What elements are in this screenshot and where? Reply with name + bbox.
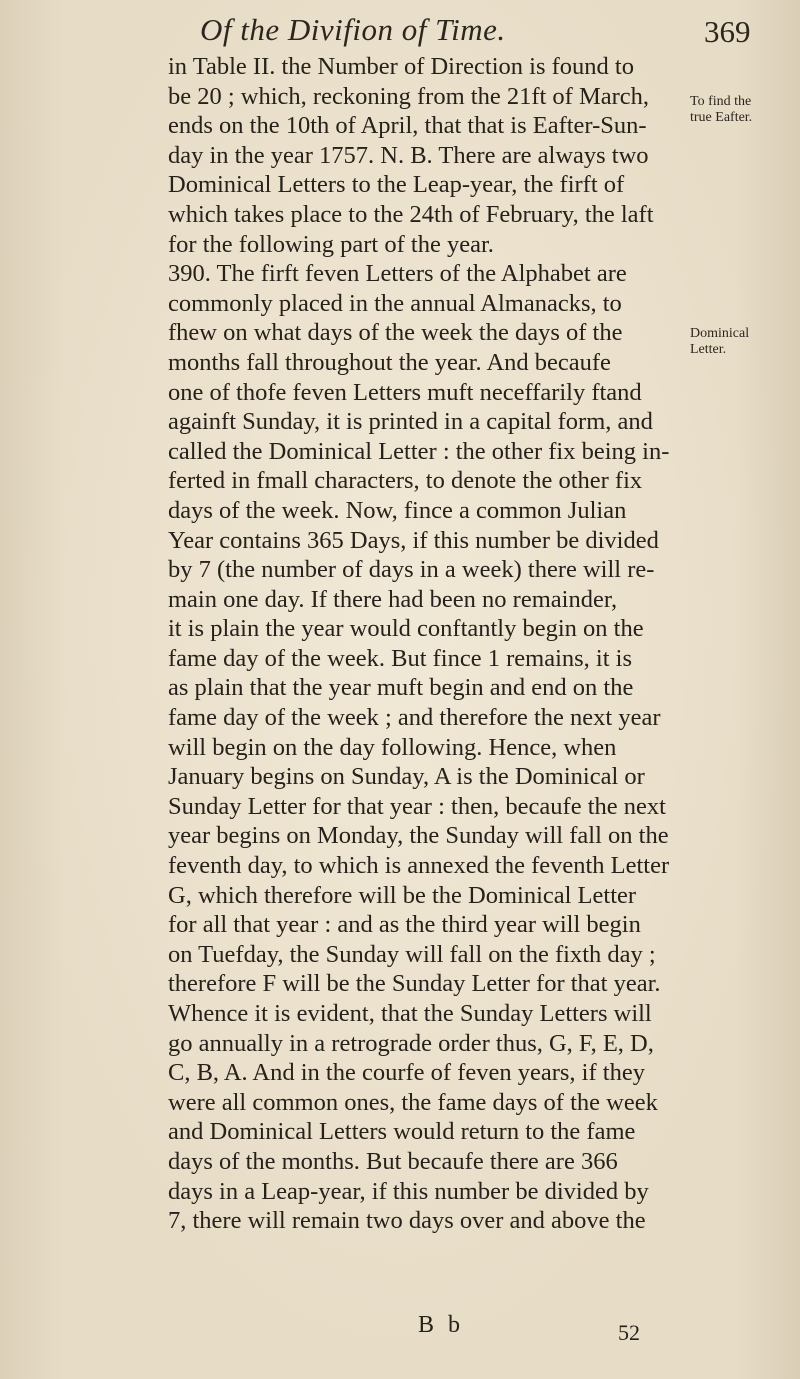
text-line: ends on the 10th of April, that that is Eafter-Sun- xyxy=(168,112,647,140)
margin-note-line: true Eafter. xyxy=(690,110,753,125)
text-line: year begins on Monday, the Sunday will fall on the xyxy=(168,822,669,850)
text-line: in Table II. the Number of Direction is found to xyxy=(168,53,634,80)
text-line: by 7 (the number of days in a week) there will re- xyxy=(168,556,655,584)
margin-note-line: Letter. xyxy=(690,342,727,357)
text-line: Year contains 365 Days, if this number be divided xyxy=(168,526,659,554)
text-line: be 20 ; which, reckoning from the 21ft of March, xyxy=(168,82,650,110)
text-line: months fall throughout the year. And becaufe xyxy=(168,348,611,376)
margin-note-easter xyxy=(690,94,752,126)
signature-mark: B b xyxy=(418,1312,465,1338)
text-line: for the following part of the year. xyxy=(168,230,494,258)
text-line: it is plain the year would conftantly begin on the xyxy=(168,615,644,643)
text-line: go annually in a retrograde order thus, G, F, E, D, xyxy=(168,1029,654,1057)
text-line: will begin on the day following. Hence, when xyxy=(168,733,617,761)
text-line: feventh day, to which is annexed the feventh Letter xyxy=(168,852,670,880)
margin-note-dominical xyxy=(690,326,749,358)
margin-note-line: To find the xyxy=(690,94,752,109)
text-line: againft Sunday, it is printed in a capital form, and xyxy=(168,408,653,436)
text-line: days of the week. Now, fince a common Julian xyxy=(168,496,627,524)
text-line: commonly placed in the annual Almanacks, to xyxy=(168,289,622,317)
text-line: called the Dominical Letter : the other fix being in- xyxy=(168,437,670,465)
text-line: Whence it is evident, that the Sunday Letters will xyxy=(168,1000,652,1027)
text-line: as plain that the year muft begin and end on the xyxy=(168,674,634,702)
text-line: fame day of the week ; and therefore the next year xyxy=(168,704,661,732)
footer-number: 52 xyxy=(618,1320,640,1345)
text-line: 7, there will remain two days over and above the xyxy=(168,1207,646,1235)
text-line: and Dominical Letters would return to the fame xyxy=(168,1118,636,1146)
text-line: days in a Leap-year, if this number be divided by xyxy=(168,1177,649,1205)
running-title: Of the Divifion of Time. xyxy=(200,12,506,47)
text-line: Dominical Letters to the Leap-year, the firft of xyxy=(168,171,625,199)
body-text xyxy=(168,52,688,1236)
text-line: for all that year : and as the third year will begin xyxy=(168,911,641,939)
text-line: day in the year 1757. N. B. There are always two xyxy=(168,141,649,169)
text-line: fhew on what days of the week the days of the xyxy=(168,319,623,347)
text-line: one of thofe feven Letters muft neceffarily ftand xyxy=(168,378,642,406)
text-line: January begins on Sunday, A is the Dominical or xyxy=(168,763,645,791)
text-line: days of the months. But becaufe there are 366 xyxy=(168,1147,618,1175)
text-line: ferted in fmall characters, to denote the other fix xyxy=(168,467,643,495)
text-line: fame day of the week. But fince 1 remains, it is xyxy=(168,644,632,672)
page-number: 369 xyxy=(704,14,751,49)
text-line: C, B, A. And in the courfe of feven years, if they xyxy=(168,1059,645,1087)
text-line: 390. The firft feven Letters of the Alphabet are xyxy=(168,260,627,288)
text-line: were all common ones, the fame days of the week xyxy=(168,1088,658,1116)
text-line: which takes place to the 24th of February, the laft xyxy=(168,200,654,228)
margin-note-line: Dominical xyxy=(690,326,750,341)
text-line: G, which therefore will be the Dominical Letter xyxy=(168,881,637,909)
text-line: therefore F will be the Sunday Letter for that year. xyxy=(168,970,661,998)
text-line: on Tuefday, the Sunday will fall on the fixth day ; xyxy=(168,940,656,968)
text-line: Sunday Letter for that year : then, becaufe the next xyxy=(168,792,666,820)
text-line: main one day. If there had been no remainder, xyxy=(168,585,618,613)
